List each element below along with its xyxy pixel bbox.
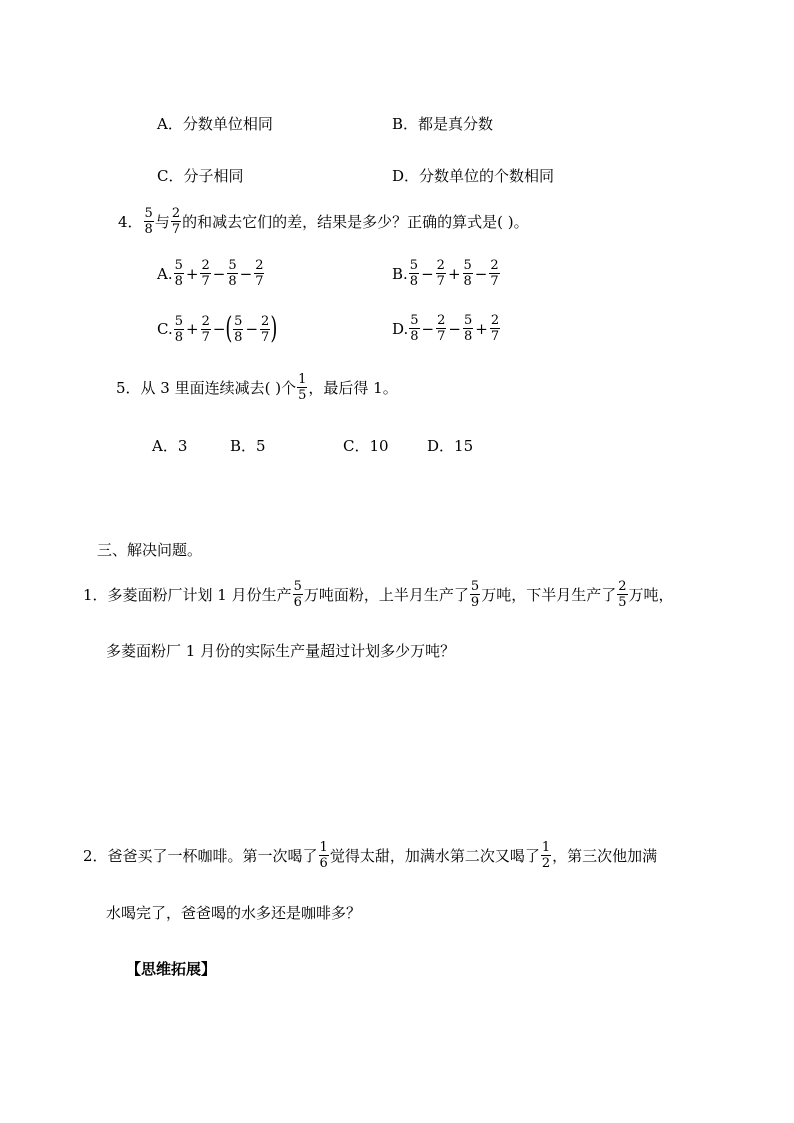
q5-text-before: 5．从 3 里面连续减去( )个 <box>116 379 297 397</box>
operator: + <box>186 320 199 338</box>
operator: + <box>447 264 461 283</box>
q5-text-after: ，最后得 1。 <box>308 379 398 397</box>
q3-option-d: D．分数单位的个数相同 <box>392 167 555 185</box>
p2-fraction-2: $\frac{1}{2}$ <box>541 840 551 871</box>
q4-stem <box>118 207 529 236</box>
fraction: $\frac{5}{8}$ <box>228 258 237 289</box>
q5-stem <box>116 373 398 402</box>
p1-fraction-1: $\frac{5}{6}$ <box>293 579 302 610</box>
fraction: $\frac{5}{8}$ <box>409 258 419 289</box>
q3-option-b: B．都是真分数 <box>392 115 494 133</box>
p2-seg3: ，第三次他加满 <box>552 847 658 865</box>
section-3-title: 三、解决问题。 <box>97 541 203 559</box>
fraction: $\frac{2}{7}$ <box>255 258 264 289</box>
option-label: B. <box>392 264 408 283</box>
fraction: $\frac{2}{7}$ <box>261 313 270 345</box>
problem-2-line-1 <box>83 841 657 870</box>
q4-connector: 与 <box>154 213 170 231</box>
operator: − <box>474 264 488 283</box>
fraction: $\frac{5}{8}$ <box>174 258 183 289</box>
p1-fraction-3: $\frac{2}{5}$ <box>618 579 627 610</box>
operator: − <box>421 264 434 283</box>
q4-option-c <box>157 311 278 346</box>
q4-option-a <box>157 259 265 288</box>
fraction: $\frac{5}{8}$ <box>410 313 419 344</box>
q4-number: 4． <box>118 213 143 231</box>
q4-fraction-1: $\frac{5}{8}$ <box>144 206 153 237</box>
fraction: $\frac{5}{8}$ <box>174 313 183 345</box>
q4-question-text: 的和减去它们的差，结果是多少？正确的算式是( )。 <box>182 213 529 231</box>
problem-1-line-1 <box>83 580 674 609</box>
q4-option-b <box>392 259 501 288</box>
fraction: $\frac{2}{7}$ <box>436 258 445 289</box>
q3-option-a: A．分数单位相同 <box>157 115 273 133</box>
fraction: $\frac{5}{8}$ <box>234 313 243 345</box>
fraction: $\frac{2}{7}$ <box>201 313 210 345</box>
p2-seg2: 觉得太甜，加满水第二次又喝了 <box>329 847 540 865</box>
fraction: $\frac{5}{8}$ <box>463 258 472 289</box>
option-label: A. <box>157 264 173 283</box>
fraction: $\frac{2}{7}$ <box>490 258 499 289</box>
q5-option-b: B．5 <box>230 437 266 455</box>
q4-fraction-2: $\frac{2}{7}$ <box>171 206 181 237</box>
p1-seg4: 万吨， <box>628 586 674 604</box>
p1-seg2: 万吨面粉，上半月生产了 <box>303 586 469 604</box>
option-label: C. <box>157 320 173 338</box>
problem-1-line-2: 多菱面粉厂 1 月份的实际生产量超过计划多少万吨？ <box>106 642 456 660</box>
p1-fraction-2: $\frac{5}{9}$ <box>470 579 480 610</box>
operator: − <box>421 319 435 338</box>
q5-option-c: C．10 <box>343 437 389 455</box>
operator: − <box>239 264 253 283</box>
p2-seg1: 2．爸爸买了一杯咖啡。第一次喝了 <box>83 847 318 865</box>
operator: − <box>212 320 226 338</box>
fraction: $\frac{2}{7}$ <box>437 313 446 344</box>
p1-seg1: 1．多菱面粉厂计划 1 月份生产 <box>83 586 292 604</box>
operator: + <box>475 319 488 338</box>
p1-seg3: 万吨，下半月生产了 <box>481 586 617 604</box>
parenthesis: ( <box>225 311 233 346</box>
fraction: $\frac{2}{7}$ <box>490 313 500 344</box>
q4-option-d <box>392 314 501 343</box>
q5-option-d: D．15 <box>427 437 474 455</box>
q3-option-c: C．分子相同 <box>157 167 244 185</box>
q5-option-a: A．3 <box>152 437 188 455</box>
operator: − <box>245 320 259 338</box>
extension-title: 【思维拓展】 <box>126 960 217 978</box>
p2-fraction-1: $\frac{1}{6}$ <box>319 840 328 871</box>
q5-fraction: $\frac{1}{5}$ <box>298 372 307 403</box>
option-label: D. <box>392 319 409 338</box>
problem-2-line-2: 水喝完了，爸爸喝的水多还是咖啡多？ <box>106 904 362 922</box>
fraction: $\frac{2}{7}$ <box>201 258 210 289</box>
fraction: $\frac{5}{8}$ <box>463 313 473 344</box>
parenthesis: ) <box>270 311 278 346</box>
operator: − <box>448 319 461 338</box>
operator: + <box>185 264 199 283</box>
operator: − <box>212 264 226 283</box>
